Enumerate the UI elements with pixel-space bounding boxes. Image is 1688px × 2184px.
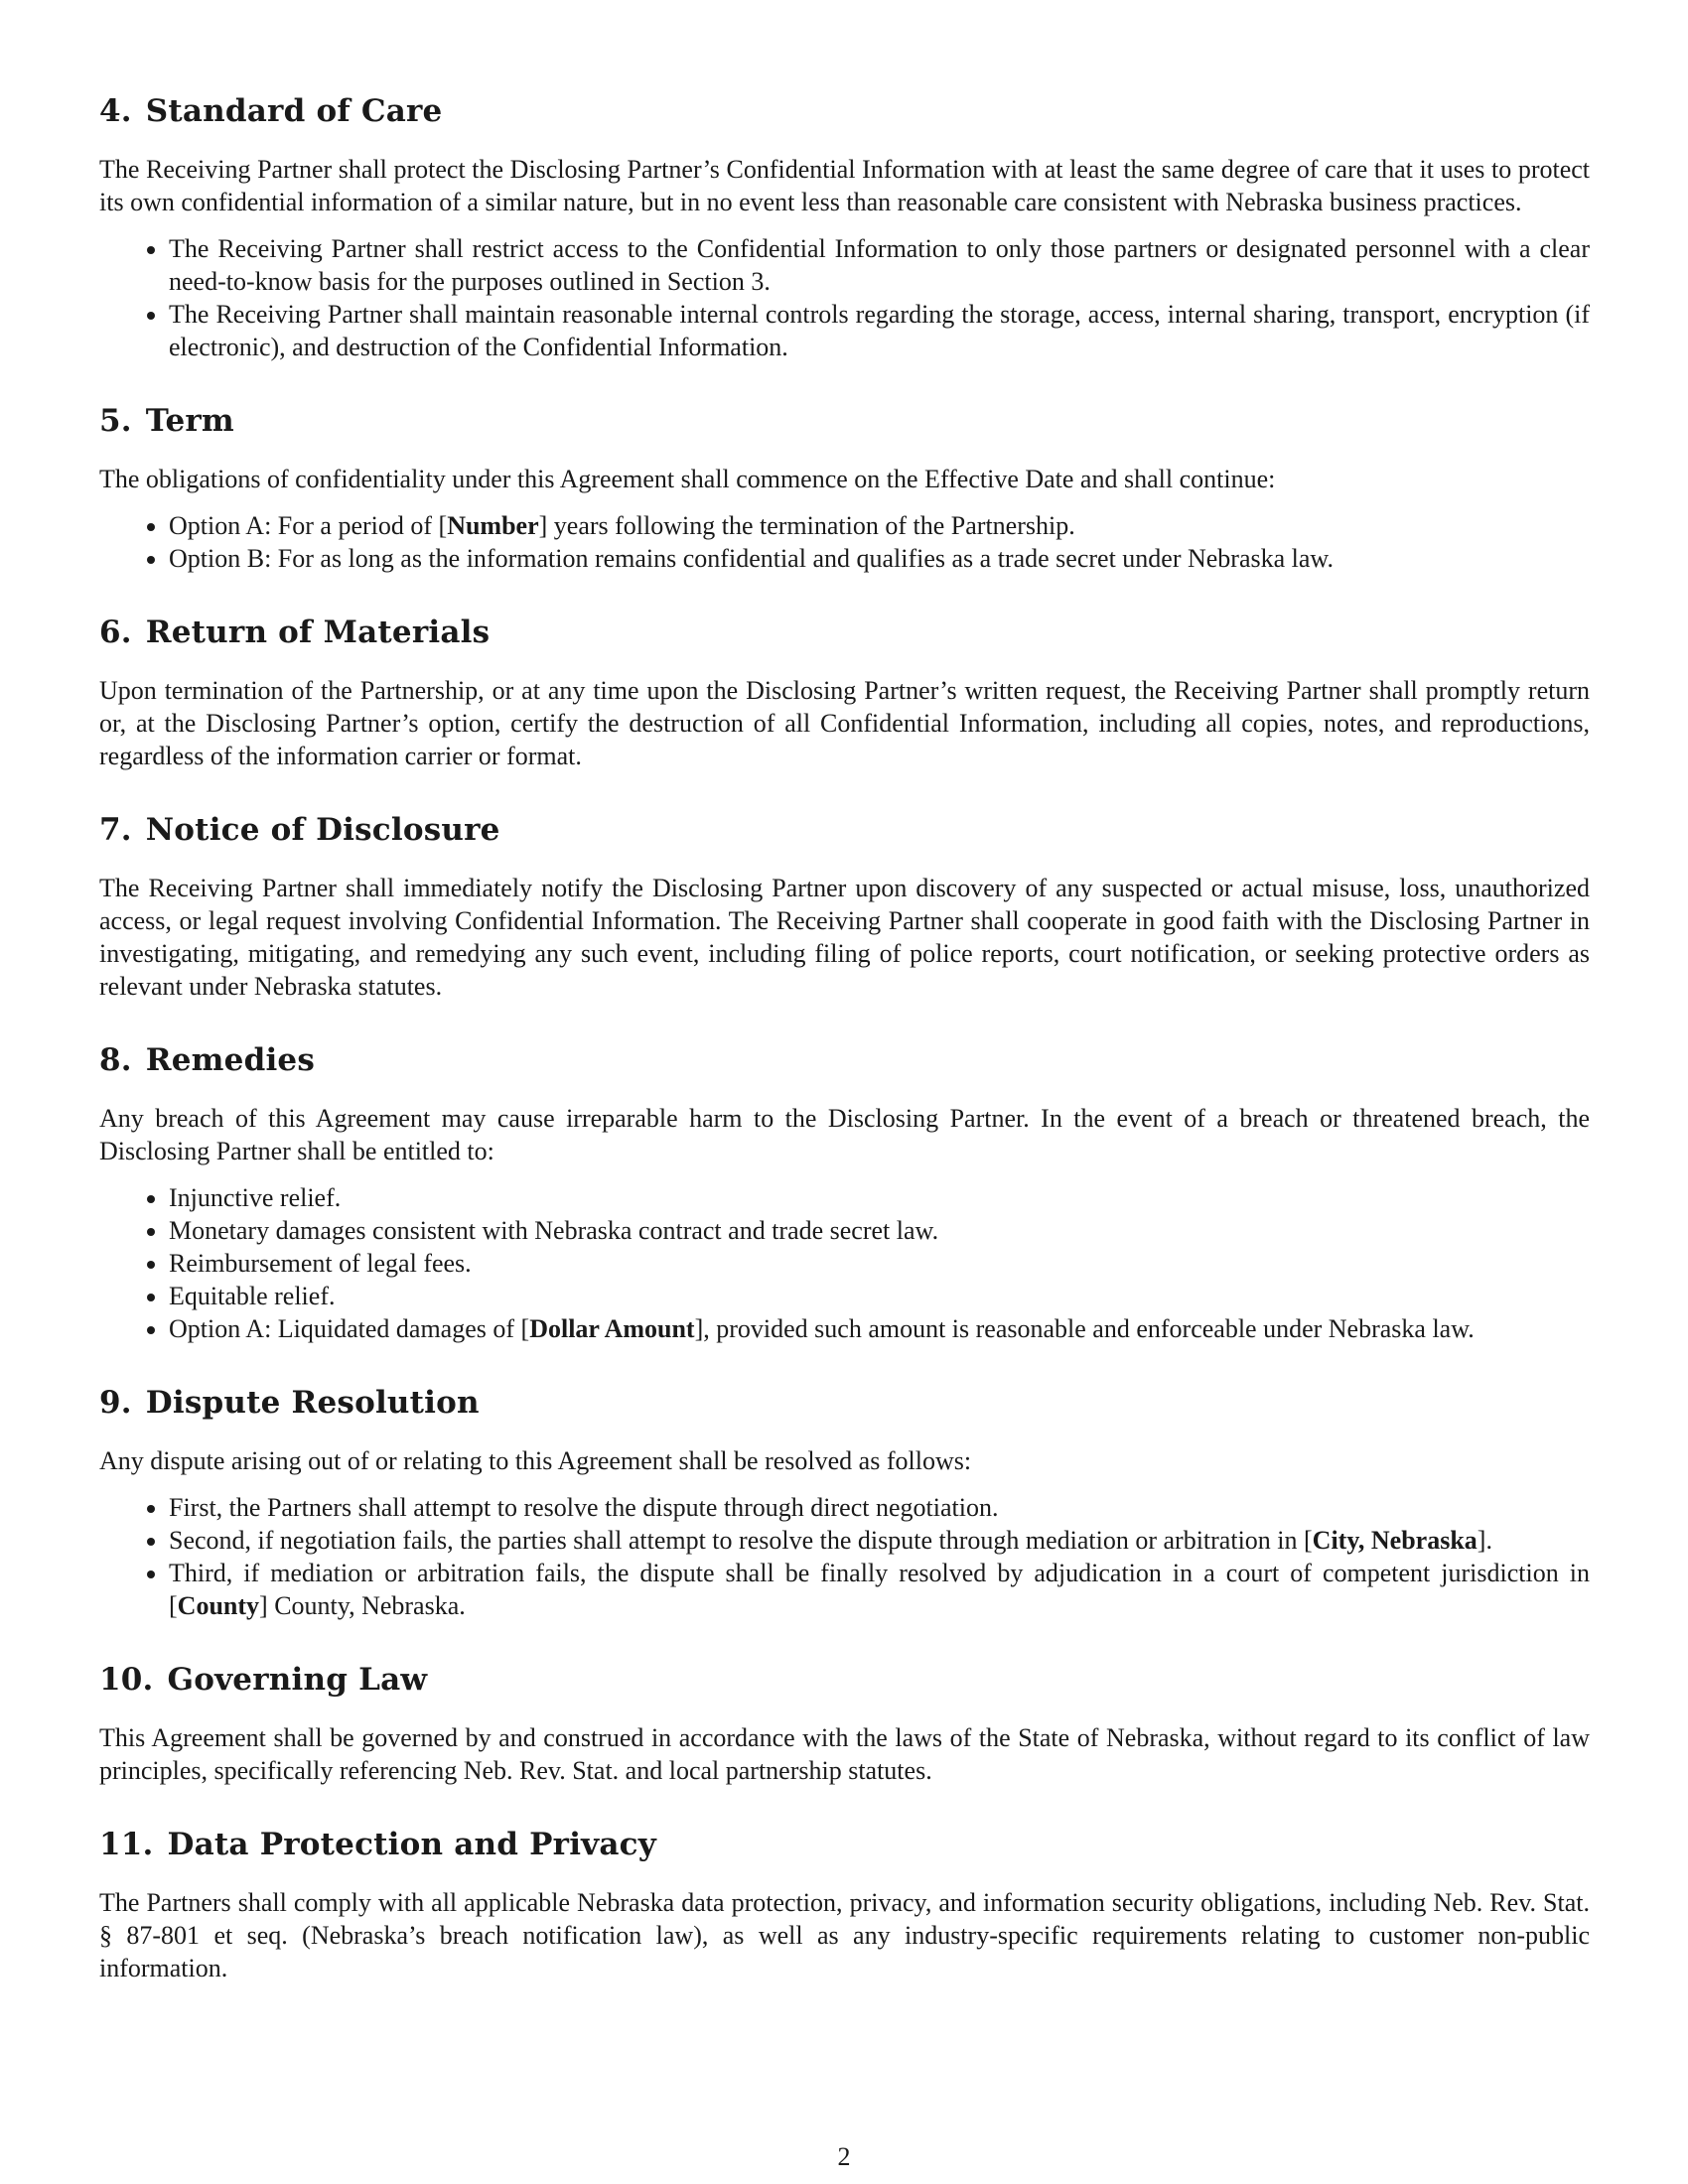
list-item: • Injunctive relief. [169,1181,1590,1214]
section-number: 10. [99,1662,154,1698]
list-item-text: Second, if negotiation fails, the parties shall attempt to resolve the dispute through mediation or arbitration in [ [169,1526,1313,1555]
list-item [169,1312,1590,1345]
section-title: Governing Law [167,1662,428,1698]
section-title: Remedies [145,1042,316,1078]
section-remedies [99,1040,1590,1345]
list-item-text: ], provided such amount is reasonable and enforceable under Nebraska law. [694,1314,1475,1343]
section-number: 8. [99,1042,132,1078]
placeholder-field: City, Nebraska [1312,1526,1477,1555]
section-data-protection [99,1825,1590,1984]
placeholder-field: County [177,1591,260,1620]
list-item: • Monetary damages consistent with Nebraska contract and trade secret law. [169,1214,1590,1247]
section-number: 7. [99,812,132,848]
list-item-text: Third, if mediation or arbitration fails, the dispute shall be finally resolved by adjudication in a court of competent jurisdiction in [ [169,1559,1590,1620]
list-item-text: ]. [1477,1526,1492,1555]
section-heading [99,810,1590,850]
list-item: • Option B: For as long as the information remains confidential and qualifies as a trade secret under Nebraska law. [169,542,1590,575]
section-standard-of-care [99,91,1590,363]
list-item-text: Option A: For a period of [ [169,511,448,540]
section-number: 6. [99,614,132,650]
bullet-list [99,1491,1590,1622]
section-title: Term [145,403,234,439]
section-title: Notice of Disclosure [145,812,500,848]
section-heading [99,1040,1590,1080]
section-body: The obligations of confidentiality under this Agreement shall commence on the Effective Date and shall continue: [99,465,1276,493]
bullet-list [99,232,1590,363]
section-number: 4. [99,93,132,129]
list-item-text: ] years following the termination of the Partnership. [538,511,1075,540]
list-item-text: ] County, Nebraska. [259,1591,466,1620]
section-body: Any dispute arising out of or relating to this Agreement shall be resolved as follows: [99,1446,972,1475]
list-item: • Reimbursement of legal fees. [169,1247,1590,1280]
section-title: Data Protection and Privacy [167,1827,656,1862]
list-item [169,1524,1590,1557]
section-governing-law [99,1660,1590,1787]
list-item-text: Option A: Liquidated damages of [ [169,1314,530,1343]
section-body: This Agreement shall be governed by and construed in accordance with the laws of the State of Nebraska, without regard to its conflict of law principles, specifically referencing Neb. Rev. Stat. and local partnership statutes. [99,1723,1590,1785]
list-item: • The Receiving Partner shall restrict access to the Confidential Information to only those partners or designated personnel with a clear need-to-know basis for the purposes outlined in Section 3. [169,232,1590,298]
placeholder-field: Number [447,511,539,540]
section-number: 11. [99,1827,154,1862]
section-heading [99,613,1590,652]
list-item: • Equitable relief. [169,1280,1590,1312]
page-number: 2 [837,2142,851,2171]
section-title: Return of Materials [145,614,491,650]
section-heading [99,1383,1590,1423]
section-heading [99,1660,1590,1700]
section-number: 9. [99,1385,132,1421]
section-number: 5. [99,403,132,439]
section-body: The Partners shall comply with all applicable Nebraska data protection, privacy, and information security obligations, including Neb. Rev. Stat. § 87-801 et seq. (Nebraska’s breach notification law), as well as any industry-specific requirements relating to customer non-public information. [99,1888,1590,1982]
list-item [169,509,1590,542]
section-heading [99,1825,1590,1864]
section-dispute-resolution [99,1383,1590,1622]
section-title: Dispute Resolution [145,1385,480,1421]
list-item: • The Receiving Partner shall maintain reasonable internal controls regarding the storage, access, internal sharing, transport, encryption (if electronic), and destruction of the Confidential Information. [169,298,1590,363]
document-page [99,91,1590,2022]
section-body: The Receiving Partner shall immediately notify the Disclosing Partner upon discovery of any suspected or actual misuse, loss, unauthorized access, or legal request involving Confidential Information. The Receiving Partner shall cooperate in good faith with the Disclosing Partner in investigating, mitigating, and remedying any such event, including filing of police reports, court notification, or seeking protective orders as relevant under Nebraska statutes. [99,874,1590,1001]
section-heading [99,91,1590,131]
section-body: Any breach of this Agreement may cause irreparable harm to the Disclosing Partner. In the event of a breach or threatened breach, the Disclosing Partner shall be entitled to: [99,1104,1590,1165]
section-heading [99,401,1590,441]
section-notice-of-disclosure [99,810,1590,1003]
list-item: • First, the Partners shall attempt to resolve the dispute through direct negotiation. [169,1491,1590,1524]
bullet-list [99,509,1590,575]
list-item [169,1557,1590,1622]
section-body: The Receiving Partner shall protect the Disclosing Partner’s Confidential Information with at least the same degree of care that it uses to protect its own confidential information of a similar nature, but in no event less than reasonable care consistent with Nebraska business practices. [99,155,1590,216]
section-title: Standard of Care [145,93,443,129]
section-body: Upon termination of the Partnership, or at any time upon the Disclosing Partner’s written request, the Receiving Partner shall promptly return or, at the Disclosing Partner’s option, certify the destruction of all Confidential Information, including all copies, notes, and reproductions, regardless of the information carrier or format. [99,676,1590,770]
placeholder-field: Dollar Amount [529,1314,695,1343]
section-return-of-materials [99,613,1590,772]
section-term [99,401,1590,575]
bullet-list [99,1181,1590,1345]
